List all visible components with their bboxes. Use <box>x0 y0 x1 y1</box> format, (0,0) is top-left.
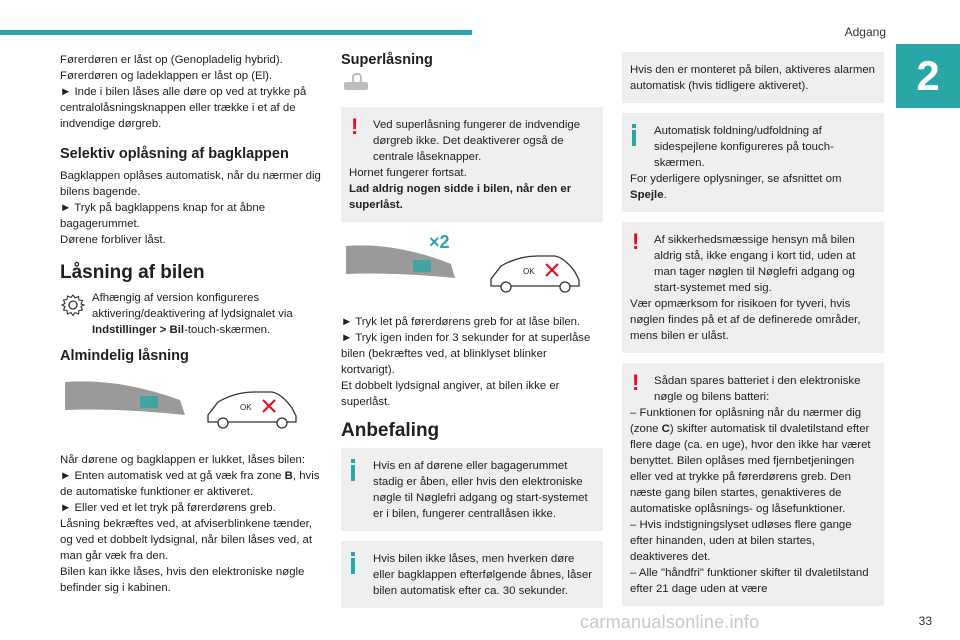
info-text: For yderligere oplysninger, se afsnittet om Spejle. <box>630 173 842 201</box>
paragraph: Bagklappen oplåses automatisk, når du nærmer dig bilens bagende. <box>60 170 321 198</box>
superlocking-illustration <box>341 232 603 302</box>
double-press-badge: ×2 <box>429 232 450 252</box>
info-text: Automatisk foldning/udfoldning af sidespejlene konfigureres på touch-skærmen. <box>654 125 834 169</box>
paragraph: ► Inde i bilen låses alle døre op ved at trykke på centralolåsningsknappen eller trække i et af de indvendige dørgreb. <box>60 86 307 130</box>
settings-text: Afhængig af version konfigureres aktivering/deaktivering af lydsignalet via <box>92 292 293 320</box>
paragraph: Førerdøren og ladeklappen er låst op (El). <box>60 70 273 82</box>
paragraph: Et dobbelt lydsignal angiver, at bilen ikke er superlåst. <box>341 380 560 408</box>
warning-box-superlocking <box>341 107 603 222</box>
watermark: carmanualsonline.info <box>580 612 760 632</box>
warning-text: – Hvis indstigningslyset udløses flere gange efter hinanden, uden at bilen startes, deaktiveres det. <box>630 519 852 563</box>
warning-text: Vær opmærksom for risikoen for tyveri, hvis nøglen findes på et af de definerede områder, mens bilen er ulåst. <box>630 298 861 342</box>
info-icon <box>351 459 355 481</box>
chapter-number: 2 <box>896 44 960 108</box>
warning-box-battery <box>622 363 884 606</box>
warning-icon: ! <box>632 370 640 395</box>
ok-label: OK <box>523 267 535 276</box>
warning-text: Ved superlåsning fungerer de indvendige dørgreb ikke. Det deaktiverer også de centrale låseknapper. <box>373 119 581 163</box>
section-title: Adgang <box>844 25 886 39</box>
info-icon <box>632 124 636 146</box>
page-number: 33 <box>918 614 932 628</box>
info-text: Hvis bilen ikke låses, men hverken døre eller bagklappen efterfølgende åbnes, låser bilen automatisk efter ca. 30 sekunder. <box>373 553 593 597</box>
info-text: Hvis en af dørene eller bagagerummet stadig er åben, eller hvis den elektroniske nøgle til Nøglefri adgang og start-systemet er i bilen, fungerer centrallåsen ikke. <box>373 460 588 520</box>
warning-text: Hornet fungerer fortsat. <box>349 167 467 179</box>
column-2 <box>341 52 603 618</box>
warning-text: Sådan spares batteriet i den elektroniske nøgle og bilens batteri: <box>654 375 861 403</box>
warning-text: – Alle "håndfri" funktioner skifter til dvaletilstand efter 21 dage uden at være <box>630 567 869 595</box>
heading-advice: Anbefaling <box>341 420 440 441</box>
ok-label: OK <box>240 403 252 412</box>
warning-box-safety <box>622 222 884 353</box>
warning-icon: ! <box>632 229 640 254</box>
car-lock-icon <box>341 72 373 94</box>
heading-superlocking: Superlåsning <box>341 52 433 68</box>
settings-note <box>60 290 322 338</box>
locking-illustration <box>60 370 322 440</box>
info-box-auto-relock <box>341 541 603 608</box>
heading-locking: Låsning af bilen <box>60 262 205 283</box>
info-box-mirrors <box>622 113 884 212</box>
warning-text: – Funktionen for oplåsning når du nærmer dig (zone C) skifter automatisk til dvaletilstand efter flere dage (ca. en uge), hvor den ikke har været benyttet. Bilen oplåses med fjernbetjeningen eller ved at trykke på førerdørens greb. Den næste gang bilen startes, genaktiveres de automatiske oplåsnings- og låsefunktioner. <box>630 407 871 515</box>
settings-path: Indstillinger > Bil <box>92 324 185 336</box>
heading-selective-unlock: Selektiv oplåsning af bagklappen <box>60 146 289 162</box>
gear-icon <box>60 292 86 318</box>
alarm-text: Hvis den er monteret på bilen, aktiveres alarmen automatisk (hvis tidligere aktiveret). <box>630 64 876 92</box>
paragraph: ► Enten automatisk ved at gå væk fra zone B, hvis de automatiske funktioner er aktiveret. <box>60 470 320 498</box>
column-3 <box>622 52 884 616</box>
paragraph: Bilen kan ikke låses, hvis den elektroniske nøgle befinder sig i kabinen. <box>60 566 305 594</box>
paragraph: ► Tryk på bagklappens knap for at åbne bagagerummet. <box>60 202 266 230</box>
heading-normal-locking: Almindelig låsning <box>60 348 189 364</box>
paragraph: ► Tryk igen inden for 3 sekunder for at superlåse bilen (bekræftes ved, at blinklyset blinker kortvarigt). <box>341 332 591 376</box>
door-handle-double-press-illustration <box>341 232 603 302</box>
column-1 <box>60 52 322 596</box>
warning-icon: ! <box>351 114 359 139</box>
alarm-box <box>622 52 884 103</box>
info-box-central-lock <box>341 448 603 531</box>
paragraph: Dørene forbliver låst. <box>60 234 166 246</box>
header-accent-bar <box>0 30 472 35</box>
settings-text-end: -touch-skærmen. <box>184 324 271 336</box>
paragraph: Når dørene og bagklappen er lukket, låses bilen: <box>60 454 306 466</box>
info-icon <box>351 552 355 574</box>
paragraph: Førerdøren er låst op (Genopladelig hybrid). <box>60 54 283 66</box>
warning-text-bold: Lad aldrig nogen sidde i bilen, når den er superlåst. <box>349 183 572 211</box>
paragraph: ► Eller ved et let tryk på førerdørens greb. <box>60 502 276 514</box>
paragraph: ► Tryk let på førerdørens greb for at låse bilen. <box>341 316 581 328</box>
door-handle-car-illustration <box>60 370 322 440</box>
warning-text: Af sikkerhedsmæssige hensyn må bilen aldrig stå, ikke engang i kort tid, uden at man tager nøglen til Nøglefri adgang og start-systemet med sig. <box>654 234 856 294</box>
paragraph: Låsning bekræftes ved, at afviserblinkene tænder, og ved et dobbelt lydsignal, når bilen låses ved, at man går væk fra den. <box>60 518 313 562</box>
